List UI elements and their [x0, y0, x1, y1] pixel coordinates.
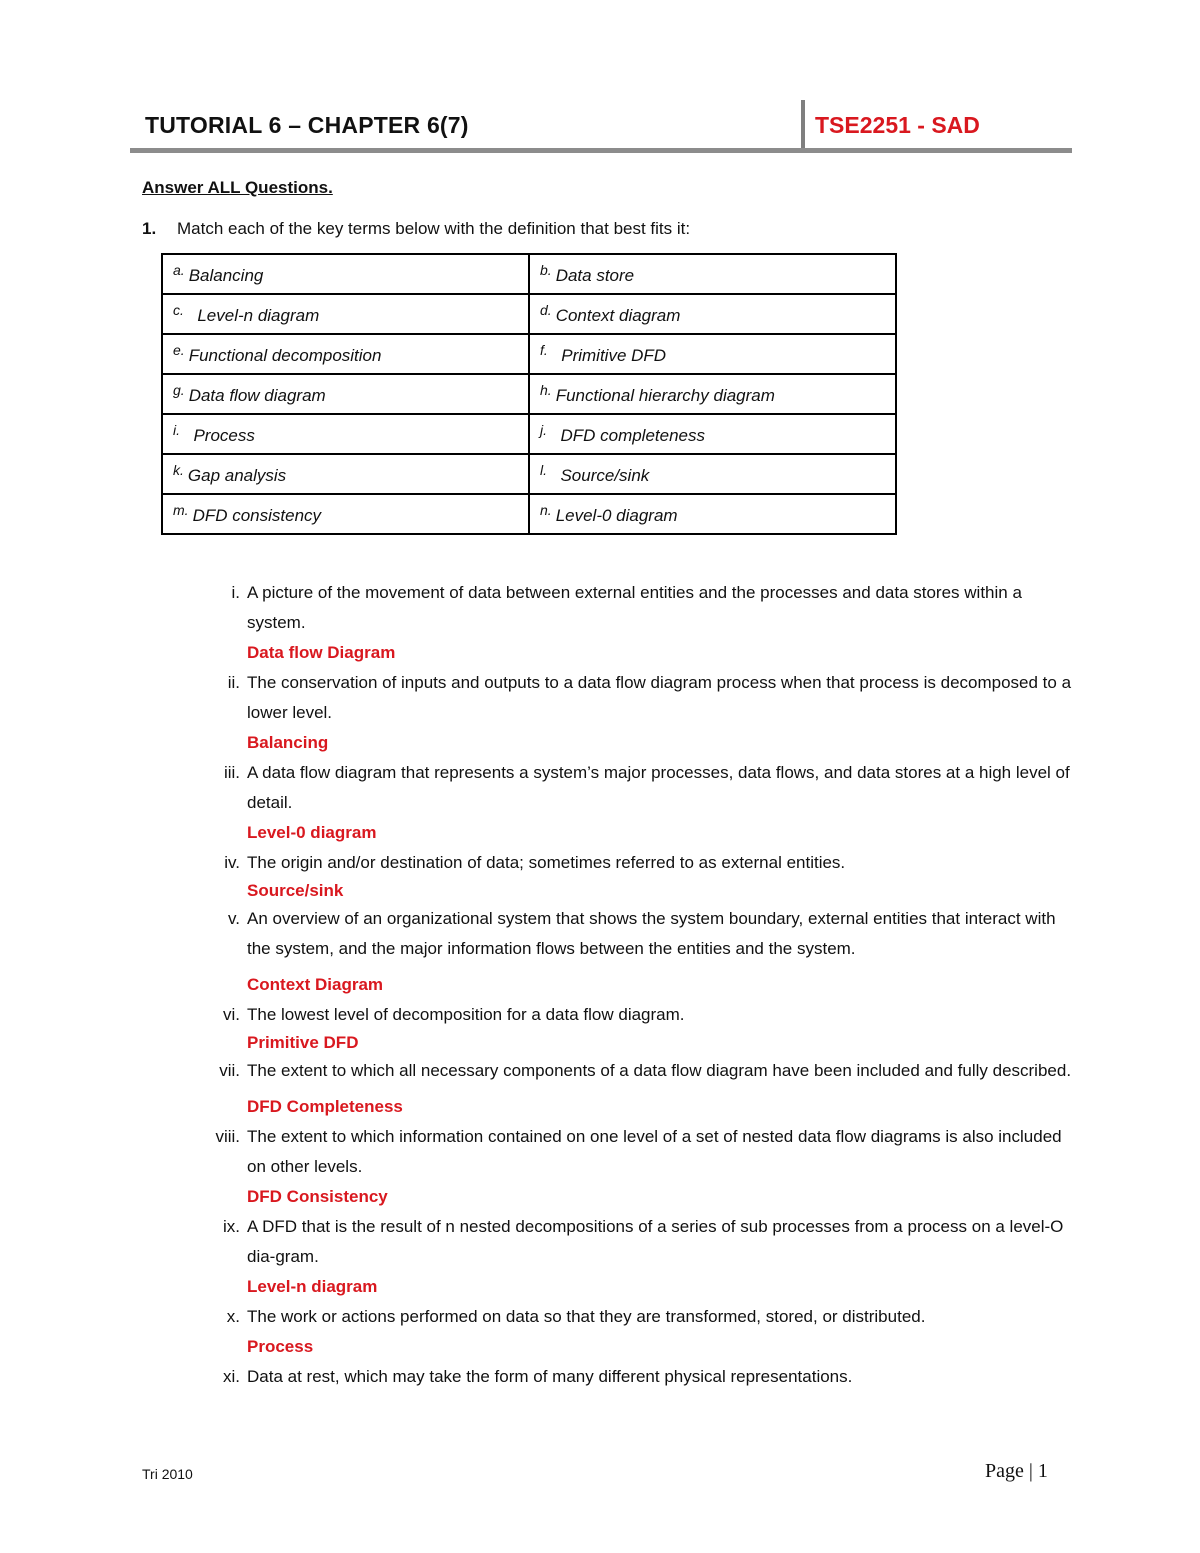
answer-text: Data flow Diagram — [247, 643, 396, 662]
answer-text: Source/sink — [247, 881, 344, 900]
question-text: Match each of the key terms below with the definition that best fits it: — [177, 219, 691, 238]
list-item — [195, 1056, 1075, 1122]
header-course-code: TSE2251 - SAD — [815, 112, 980, 138]
term-text: Gap analysis — [187, 466, 287, 485]
term-cell — [162, 454, 529, 494]
definitions-list — [195, 578, 1075, 1392]
item-number: iv. — [224, 853, 240, 872]
instruction: Answer ALL Questions. — [142, 178, 333, 197]
term-text: Level-n diagram — [197, 306, 320, 325]
list-item — [195, 668, 1075, 758]
answer-text: Context Diagram — [247, 975, 384, 994]
answer-text: Level-0 diagram — [247, 823, 377, 842]
term-cell — [162, 414, 529, 454]
header-divider-vertical — [801, 100, 805, 152]
definition-text: A DFD that is the result of n nested decompositions of a series of sub processes from a process on a level-O dia-gram. — [247, 1217, 1064, 1266]
key-terms-table — [161, 253, 897, 535]
definition-text: An overview of an organizational system that shows the system boundary, external entities that interact with the system, and the major information flows between the entities and the system. — [247, 909, 1056, 958]
table-row — [162, 294, 896, 334]
list-item — [195, 848, 1075, 904]
term-text: Balancing — [188, 266, 264, 285]
list-item — [195, 1302, 1075, 1362]
item-number: xi. — [223, 1367, 240, 1386]
term-cell — [162, 294, 529, 334]
header-title: TUTORIAL 6 – CHAPTER 6(7) — [145, 112, 469, 138]
term-cell — [529, 334, 896, 374]
term-letter: i. — [173, 422, 180, 438]
table-row — [162, 454, 896, 494]
term-text: Functional hierarchy diagram — [555, 386, 775, 405]
term-cell — [529, 454, 896, 494]
answer-text: Primitive DFD — [247, 1033, 359, 1052]
item-number: ii. — [227, 673, 240, 692]
footer-term: Tri 2010 — [142, 1466, 193, 1482]
definition-text: The extent to which information contained on one level of a set of nested data flow diagrams is also included on other levels. — [247, 1127, 1062, 1176]
item-number: i. — [231, 583, 240, 602]
term-cell — [162, 494, 529, 534]
term-letter: c. — [173, 302, 184, 318]
term-text: Data flow diagram — [188, 386, 326, 405]
term-text: Process — [193, 426, 255, 445]
term-letter: l. — [540, 462, 547, 478]
answer-text: Process — [247, 1337, 314, 1356]
definition-text: The conservation of inputs and outputs to a data flow diagram process when that process is decomposed to a lower level. — [247, 673, 1072, 722]
item-number: ix. — [223, 1217, 240, 1236]
table-row — [162, 254, 896, 294]
term-cell — [162, 334, 529, 374]
definition-text: The origin and/or destination of data; sometimes referred to as external entities. — [247, 853, 846, 872]
table-row — [162, 374, 896, 414]
term-letter: k. — [173, 462, 184, 478]
term-cell — [529, 254, 896, 294]
term-text: Context diagram — [555, 306, 681, 325]
definition-text: The work or actions performed on data so that they are transformed, stored, or distributed. — [247, 1307, 926, 1326]
term-letter: d. — [540, 302, 552, 318]
term-letter: b. — [540, 262, 552, 278]
list-item — [195, 1362, 1075, 1392]
term-cell — [529, 414, 896, 454]
definition-text: A data flow diagram that represents a system’s major processes, data flows, and data stores at a high level of detail. — [247, 763, 1070, 812]
term-letter: m. — [173, 502, 189, 518]
term-text: Primitive DFD — [561, 346, 667, 365]
table-row — [162, 414, 896, 454]
item-number: x. — [226, 1307, 240, 1326]
term-text: Data store — [555, 266, 635, 285]
table-row — [162, 494, 896, 534]
term-letter: a. — [173, 262, 185, 278]
list-item — [195, 578, 1075, 668]
term-cell — [162, 374, 529, 414]
definition-text: Data at rest, which may take the form of many different physical representations. — [247, 1367, 853, 1386]
item-number: v. — [228, 909, 240, 928]
definition-text: A picture of the movement of data between external entities and the processes and data stores within a system. — [247, 583, 1022, 632]
list-item — [195, 758, 1075, 848]
header-rule — [130, 148, 1072, 153]
term-cell — [529, 294, 896, 334]
item-number: iii. — [223, 763, 240, 782]
term-cell — [529, 494, 896, 534]
table-row — [162, 334, 896, 374]
item-number: viii. — [215, 1127, 240, 1146]
list-item — [195, 1212, 1075, 1302]
footer-page-number: Page | 1 — [985, 1460, 1048, 1482]
term-text: Functional decomposition — [188, 346, 382, 365]
term-text: Source/sink — [560, 466, 650, 485]
item-number: vi. — [223, 1005, 240, 1024]
term-cell — [529, 374, 896, 414]
definition-text: The extent to which all necessary components of a data flow diagram have been included and fully described. — [247, 1061, 1072, 1080]
term-letter: h. — [540, 382, 552, 398]
question-number: 1. — [142, 219, 157, 238]
list-item — [195, 1000, 1075, 1056]
term-cell — [162, 254, 529, 294]
answer-text: Level-n diagram — [247, 1277, 378, 1296]
answer-text: Balancing — [247, 733, 329, 752]
term-letter: f. — [540, 342, 548, 358]
definition-text: The lowest level of decomposition for a data flow diagram. — [247, 1005, 685, 1024]
item-number: vii. — [219, 1061, 240, 1080]
term-letter: n. — [540, 502, 552, 518]
term-letter: j. — [540, 422, 547, 438]
term-text: Level-0 diagram — [555, 506, 678, 525]
term-text: DFD consistency — [192, 506, 322, 525]
answer-text: DFD Consistency — [247, 1187, 388, 1206]
term-letter: e. — [173, 342, 185, 358]
list-item — [195, 1122, 1075, 1212]
answer-text: DFD Completeness — [247, 1097, 403, 1116]
term-text: DFD completeness — [560, 426, 706, 445]
list-item — [195, 904, 1075, 1000]
term-letter: g. — [173, 382, 185, 398]
